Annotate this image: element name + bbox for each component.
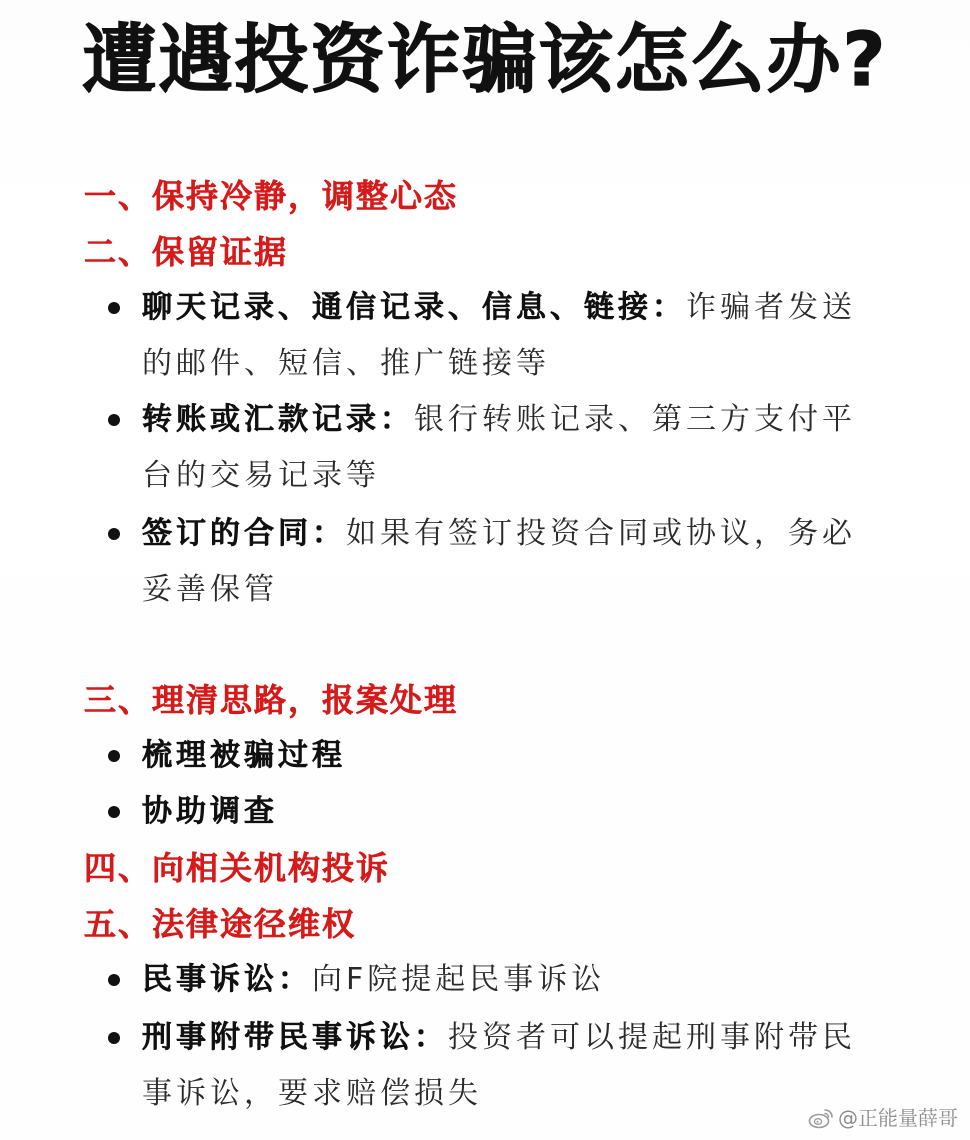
list-item-term: 协助调查 [142, 794, 278, 829]
section-heading-3: 三、理清思路，报案处理 [84, 681, 459, 719]
term-colon: ： [312, 516, 346, 551]
list-item-text [142, 952, 868, 1008]
list-item-text [142, 280, 868, 392]
section-heading-2: 二、保留证据 [84, 233, 289, 271]
weibo-icon [808, 1107, 834, 1129]
bullet-icon [108, 974, 120, 986]
list-item-desc: 如果有签订投资合同或协议，务必妥善保管 [142, 516, 856, 607]
term-colon: ： [414, 1020, 448, 1055]
list-item-term: 梳理被骗过程 [142, 738, 346, 773]
list-item-text [142, 728, 868, 784]
list-item-term: 转账或汇款记录 [142, 402, 380, 437]
list-item-term: 民事诉讼 [142, 962, 278, 997]
term-colon: ： [380, 402, 414, 437]
bullet-icon [108, 750, 120, 762]
watermark [808, 1104, 958, 1132]
list-item-term: 刑事附带民事诉讼 [142, 1020, 414, 1055]
section-heading-4: 四、向相关机构投诉 [84, 849, 391, 887]
bullet-icon [108, 302, 120, 314]
bullet-icon [108, 414, 120, 426]
term-colon: ： [278, 962, 312, 997]
term-colon: ： [652, 290, 686, 325]
page-title: 遭遇投资诈骗该怎么办? [82, 17, 888, 103]
list-item-text [142, 506, 868, 618]
list-item-desc: 投资者可以提起刑事附带民事诉讼，要求赔偿损失 [142, 1020, 856, 1111]
bullet-icon [108, 806, 120, 818]
list-item-text [142, 784, 868, 840]
list-item-desc: 向F院提起民事诉讼 [312, 962, 606, 997]
watermark-text: @正能量薛哥 [838, 1106, 958, 1130]
list-item [108, 728, 868, 784]
bullet-icon [108, 528, 120, 540]
list-item-text [142, 392, 868, 504]
list-item-term: 签订的合同 [142, 516, 312, 551]
list-item [108, 392, 868, 504]
list-item [108, 952, 868, 1008]
list-item [108, 506, 868, 618]
section-heading-5: 五、法律途径维权 [84, 905, 357, 943]
list-item-desc: 诈骗者发送的邮件、短信、推广链接等 [142, 290, 856, 381]
list-item-desc: 银行转账记录、第三方支付平台的交易记录等 [142, 402, 856, 493]
list-item [108, 280, 868, 392]
bullet-icon [108, 1032, 120, 1044]
list-item-text [142, 1010, 868, 1122]
section-heading-1: 一、保持冷静，调整心态 [84, 177, 459, 215]
list-item-term: 聊天记录、通信记录、信息、链接 [142, 290, 652, 325]
list-item [108, 784, 868, 840]
list-item [108, 1010, 868, 1122]
